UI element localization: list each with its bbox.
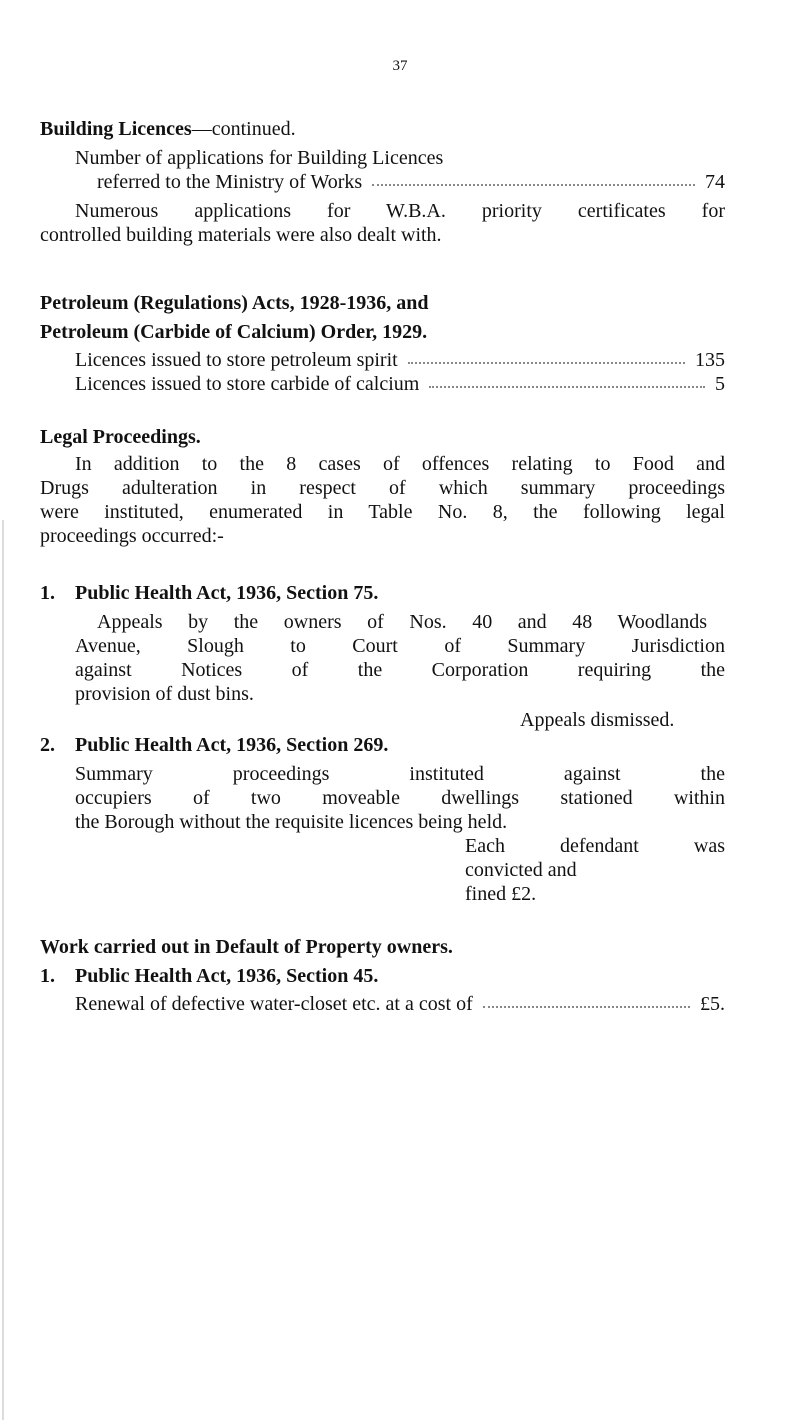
row-value: 74 <box>705 171 725 193</box>
item1-line-1: Appeals by the owners of Nos. 40 and 48 Woodlands <box>97 611 707 633</box>
item2-line-3: the Borough without the requisite licences being held. <box>75 811 508 833</box>
heading-suffix: —continued. <box>191 118 296 140</box>
item1-line-4: provision of dust bins. <box>75 683 254 705</box>
row-value: 5 <box>715 373 725 395</box>
row-label: Licences issued to store petroleum spirit <box>75 349 398 371</box>
row-value: £5. <box>700 993 725 1015</box>
legal-intro-line-3: were instituted, enumerated in Table No. 8, the following legal <box>40 501 725 523</box>
row-label: referred to the Ministry of Works <box>97 171 363 193</box>
page-number: 37 <box>392 58 408 74</box>
petroleum-heading-2: Petroleum (Carbide of Calcium) Order, 1929. <box>40 321 428 343</box>
building-note-line-2: controlled building materials were also dealt with. <box>40 224 442 246</box>
item2-number: 2. <box>40 734 55 756</box>
default-item1-row <box>75 992 725 1016</box>
item1-line-3: against Notices of the Corporation requiring the <box>75 659 725 681</box>
leader-dots <box>372 170 695 186</box>
default-item1-number: 1. <box>40 965 55 987</box>
default-work-heading: Work carried out in Default of Property owners. <box>40 936 453 958</box>
item2-result-line-2: convicted and <box>465 859 577 881</box>
item1-result: Appeals dismissed. <box>520 709 675 731</box>
legal-intro-line-1: In addition to the 8 cases of offences relating to Food and <box>75 453 725 475</box>
row-value: 135 <box>695 349 725 371</box>
default-item1-heading: Public Health Act, 1936, Section 45. <box>75 965 379 987</box>
item2-result-line-3: fined £2. <box>465 883 537 905</box>
leader-dots <box>429 372 705 388</box>
row-label: Licences issued to store carbide of calcium <box>75 373 420 395</box>
item1-heading: Public Health Act, 1936, Section 75. <box>75 582 379 604</box>
scan-margin-line <box>2 520 4 1420</box>
building-referred-row <box>97 170 725 194</box>
item1-line-2: Avenue, Slough to Court of Summary Jurisdiction <box>75 635 725 657</box>
petroleum-spirit-row <box>75 348 725 372</box>
item1-number: 1. <box>40 582 55 604</box>
item2-heading: Public Health Act, 1936, Section 269. <box>75 734 389 756</box>
legal-heading: Legal Proceedings. <box>40 426 201 448</box>
item2-line-1: Summary proceedings instituted against the <box>75 763 725 785</box>
legal-intro-line-2: Drugs adulteration in respect of which summary proceedings <box>40 477 725 499</box>
legal-intro-line-4: proceedings occurred:- <box>40 525 224 547</box>
leader-dots <box>483 992 690 1008</box>
item2-line-2: occupiers of two moveable dwellings stationed within <box>75 787 725 809</box>
building-licences-heading <box>40 117 296 141</box>
petroleum-heading-1: Petroleum (Regulations) Acts, 1928-1936, and <box>40 292 429 314</box>
building-line-1: Number of applications for Building Licences <box>75 147 444 169</box>
heading-bold: Building Licences <box>40 118 192 140</box>
building-note-line-1: Numerous applications for W.B.A. priority certificates for <box>75 200 725 222</box>
carbide-row <box>75 372 725 396</box>
leader-dots <box>408 348 685 364</box>
row-label: Renewal of defective water-closet etc. at a cost of <box>75 993 473 1015</box>
item2-result-line-1: Each defendant was <box>465 835 725 857</box>
